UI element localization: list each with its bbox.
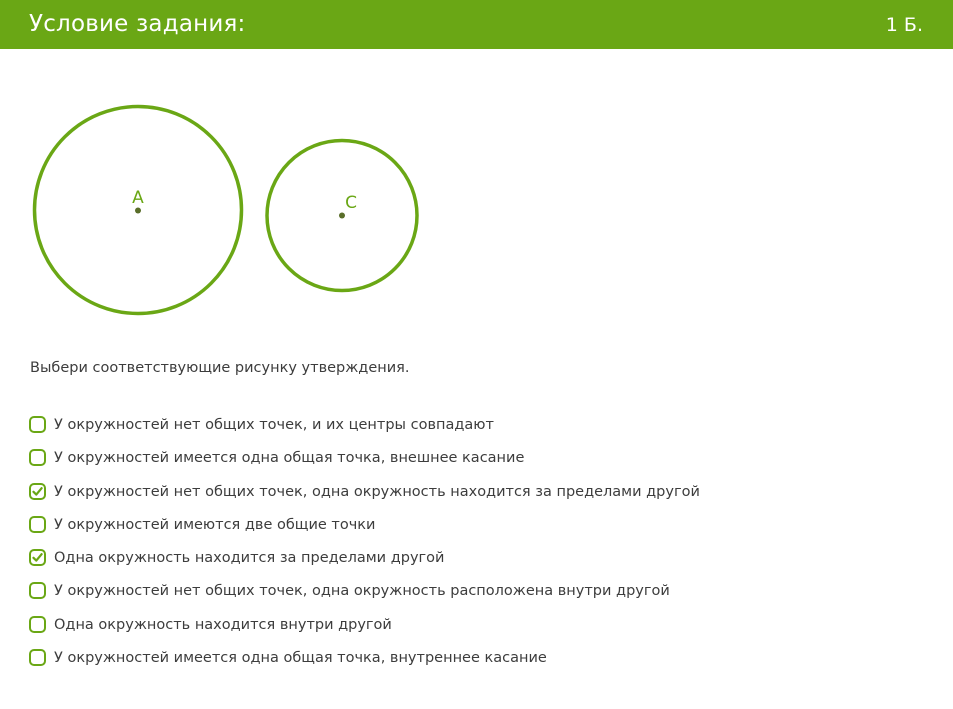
checkbox[interactable] [29, 516, 46, 533]
task-title: Условие задания: [29, 11, 246, 37]
answer-option-label: У окружностей нет общих точек, одна окружность расположена внутри другой [54, 583, 670, 600]
circle-a [35, 107, 242, 314]
checkmark-icon [32, 486, 43, 497]
task-header [0, 0, 953, 49]
answer-option-label: Одна окружность находится за пределами другой [54, 550, 445, 567]
answer-option-label: У окружностей нет общих точек, и их центры совпадают [54, 417, 494, 433]
answer-option[interactable] [29, 447, 929, 480]
answer-option-label: У окружностей имеется одна общая точка, внутреннее касание [54, 650, 547, 667]
checkbox[interactable] [29, 416, 46, 433]
answer-options [29, 414, 929, 680]
circles-figure [0, 95, 440, 325]
checkbox[interactable] [29, 449, 46, 466]
answer-option-label: У окружностей имеется одна общая точка, внешнее касание [54, 450, 525, 467]
circle-a-label: A [132, 188, 144, 208]
checkbox-checked[interactable] [29, 549, 46, 566]
answer-option-label: У окружностей имеются две общие точки [54, 516, 376, 533]
answer-option[interactable] [29, 481, 929, 514]
answer-option-label: Одна окружность находится внутри другой [54, 616, 392, 633]
circle-c-center-point [339, 213, 345, 219]
checkbox[interactable] [29, 649, 46, 666]
checkmark-icon [32, 552, 43, 563]
answer-option-label: У окружностей нет общих точек, одна окружность находится за пределами другой [54, 483, 700, 500]
circle-c-label: C [345, 193, 357, 213]
answer-option[interactable] [29, 614, 929, 647]
circle-c [267, 141, 417, 291]
answer-option[interactable] [29, 580, 929, 613]
checkbox[interactable] [29, 582, 46, 599]
checkbox[interactable] [29, 616, 46, 633]
checkbox-checked[interactable] [29, 483, 46, 500]
question-prompt: Выбери соответствующие рисунку утверждения. [30, 360, 410, 376]
answer-option[interactable] [29, 547, 929, 580]
answer-option[interactable] [29, 414, 929, 447]
task-score: 1 Б. [885, 14, 923, 36]
answer-option[interactable] [29, 647, 929, 680]
circle-a-center-point [135, 208, 141, 214]
answer-option[interactable] [29, 514, 929, 547]
